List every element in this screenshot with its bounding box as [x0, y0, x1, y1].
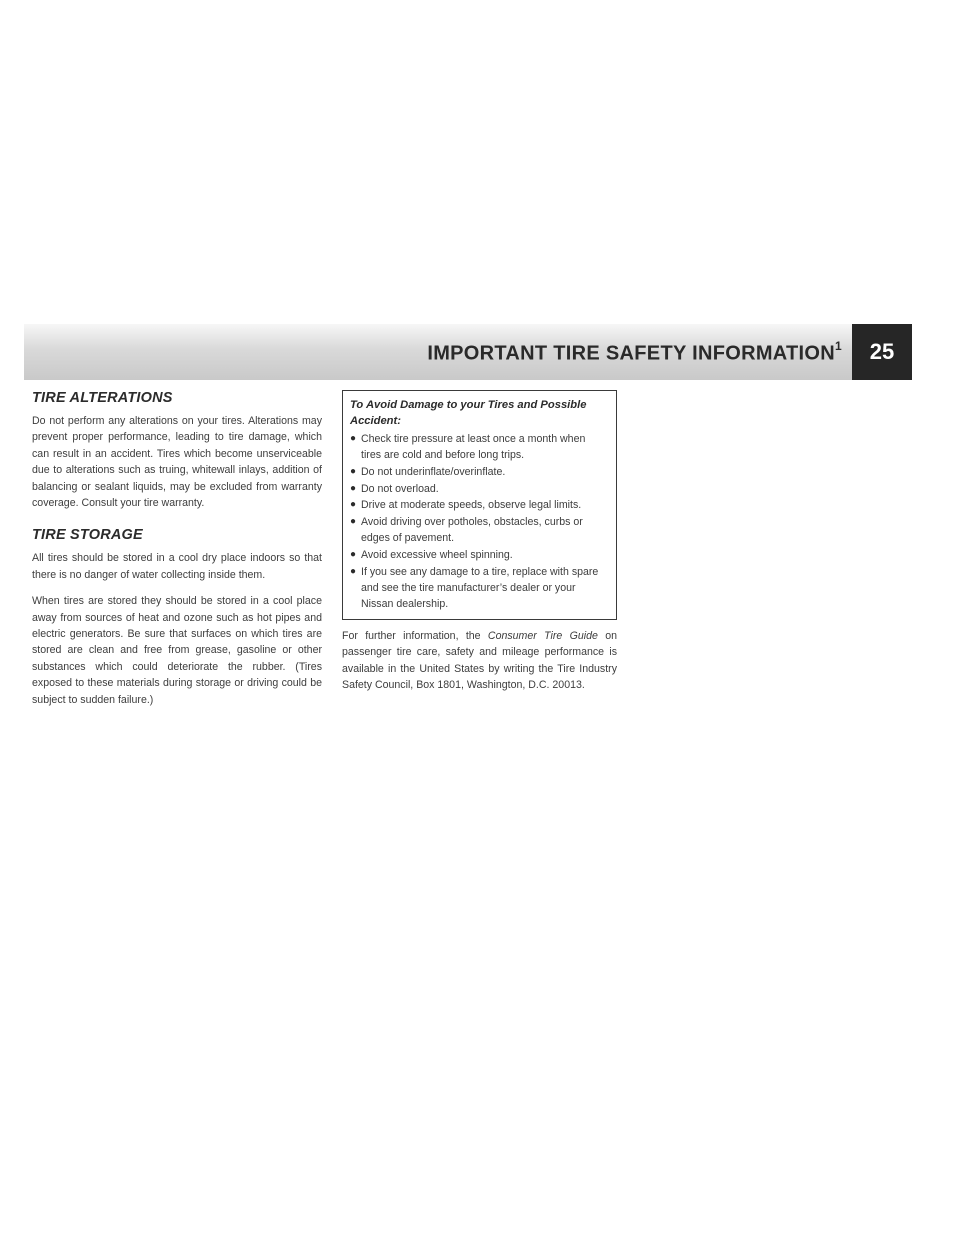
warning-item [350, 481, 608, 497]
tire-storage-paragraph-1: All tires should be stored in a cool dry place indoors so that there is no danger of water collecting inside them. [32, 552, 322, 581]
warning-item-text: If you see any damage to a tire, replace with spare and see the tire manufacturer’s dealer or your Nissan dealership. [361, 565, 599, 611]
tire-alterations-text: Do not perform any alterations on your tires. Alterations may prevent proper performance, leading to tire damage, which can result in an accident. Tires which become unserviceable due to alterations such as truing, whitewall inlays, addition of balancing or sealant liquids, may be excluded from warranty coverage. Consult your tire warranty. [32, 415, 322, 510]
page-number: 25 [852, 324, 912, 380]
further-lead: For further information, the [342, 629, 488, 642]
bullet-icon: ● [350, 516, 357, 528]
page-header-title [427, 341, 842, 366]
warning-item-text: Avoid driving over potholes, obstacles, curbs or edges of pavement. [361, 516, 583, 545]
warning-item [350, 497, 608, 513]
warning-item-text: Do not overload. [361, 482, 439, 495]
tire-alterations-heading: TIRE ALTERATIONS [32, 390, 173, 406]
warning-item [350, 514, 608, 546]
left-column [32, 390, 322, 718]
further-rest: on passenger tire care, safety and mileage performance is available in the United States by writing the Tire Industry Safety Council, Box 1801, Washington, D.C. 20013. [342, 629, 617, 691]
bullet-icon: ● [350, 482, 357, 494]
further-information-text [342, 628, 617, 694]
warning-list [350, 431, 608, 612]
warning-item-text: Do not underinflate/overinflate. [361, 465, 506, 478]
consumer-tire-guide-title: Consumer Tire Guide [487, 629, 598, 642]
bullet-icon: ● [350, 465, 357, 477]
page-header-band [24, 324, 852, 380]
warning-item-text: Check tire pressure at least once a month when tires are cold and before long trips. [361, 433, 586, 462]
warning-item [350, 564, 608, 613]
warning-box [342, 390, 617, 620]
warning-item [350, 431, 608, 463]
warning-title: To Avoid Damage to your Tires and Possible Accident: [350, 399, 587, 427]
bullet-icon: ● [350, 548, 357, 560]
tire-storage-paragraph-2: When tires are stored they should be stored in a cool place away from sources of heat and ozone such as hot pipes and electric generators. Be sure that surfaces on which tires are stored are clean and free from grease, gasoline or other substances which could deteriorate the rubber. (Tires exposed to these materials during storage or driving could be subject to sudden failure.) [32, 595, 322, 706]
bullet-icon: ● [350, 433, 357, 444]
warning-item [350, 547, 608, 563]
header-title-superscript: 1 [835, 339, 842, 353]
header-title-text: IMPORTANT TIRE SAFETY INFORMATION [427, 342, 836, 365]
warning-item [350, 464, 608, 480]
warning-item-text: Avoid excessive wheel spinning. [361, 548, 513, 561]
bullet-icon: ● [350, 565, 357, 577]
warning-item-text: Drive at moderate speeds, observe legal limits. [361, 499, 582, 512]
tire-storage-heading: TIRE STORAGE [32, 527, 143, 544]
bullet-icon: ● [350, 499, 357, 511]
middle-column [342, 390, 617, 693]
